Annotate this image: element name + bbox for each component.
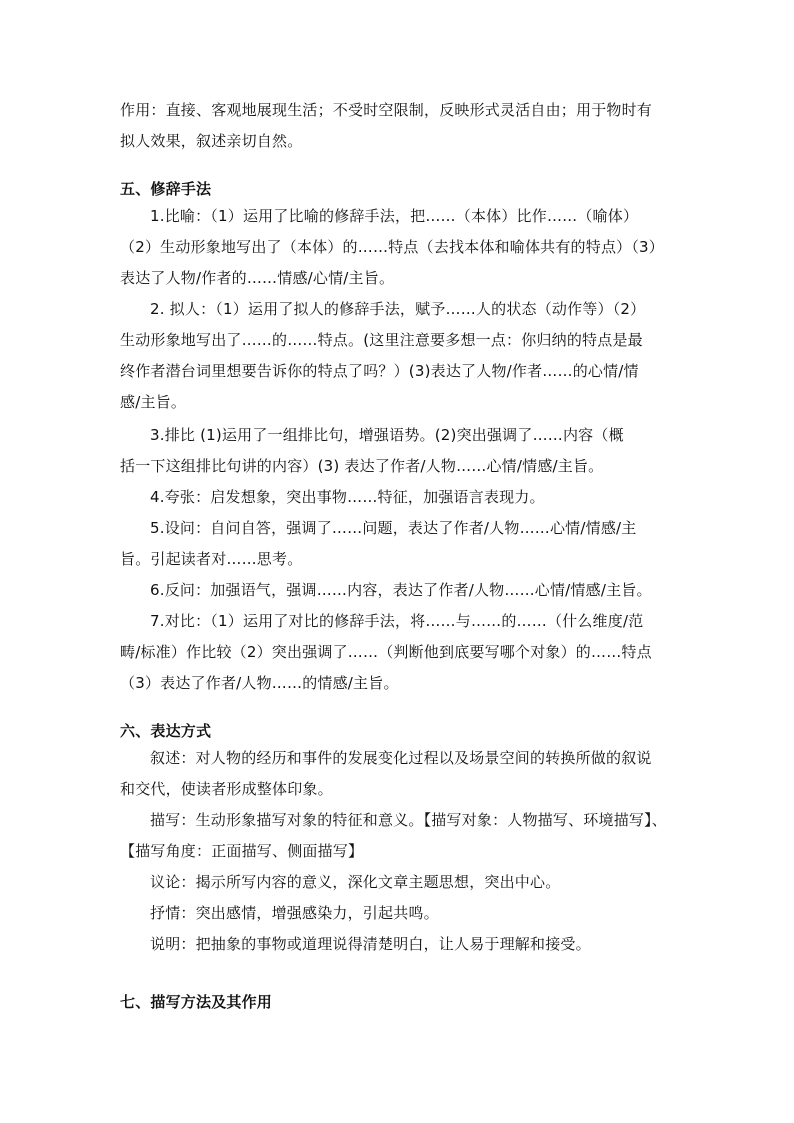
rhetoric-item-contrast-line-2: 畴/标准）作比较（2）突出强调了……（判断他到底要写哪个对象）的……特点 bbox=[120, 643, 652, 661]
rhetoric-item-parallelism-line-1: 3.排比 (1)运用了一组排比句，增强语势。(2)突出强调了……内容（概 bbox=[150, 426, 624, 444]
rhetoric-item-contrast-line-3: （3）表达了作者/人物……的情感/主旨。 bbox=[120, 674, 399, 692]
rhetoric-item-hyperbole-line-1: 4.夸张：启发想象，突出事物……特征，加强语言表现力。 bbox=[150, 488, 545, 506]
rhetoric-item-personification-line-3: 终作者潜台词里想要告诉你的特点了吗？）(3)表达了人物/作者……的心情/情 bbox=[120, 362, 639, 380]
section-7-heading: 七、描写方法及其作用 bbox=[120, 993, 273, 1011]
rhetoric-item-personification-line-4: 感/主旨。 bbox=[120, 393, 187, 411]
rhetoric-item-personification-line-2: 生动形象地写出了……的……特点。(这里注意要多想一点：你归纳的特点是最 bbox=[120, 331, 643, 349]
expression-item-narration-line-2: 和交代，使读者形成整体印象。 bbox=[120, 780, 333, 798]
rhetoric-item-parallelism-line-2: 括一下这组排比句讲的内容）(3) 表达了作者/人物……心情/情感/主旨。 bbox=[120, 457, 604, 475]
section-6-heading: 六、表达方式 bbox=[120, 722, 212, 740]
expression-item-exposition-line-1: 说明：把抽象的事物或道理说得清楚明白，让人易于理解和接受。 bbox=[150, 935, 591, 953]
expression-item-argument-line-1: 议论：揭示所写内容的意义，深化文章主题思想，突出中心。 bbox=[150, 873, 561, 891]
expression-item-description-line-2: 【描写角度：正面描写、侧面描写】 bbox=[120, 842, 364, 860]
rhetoric-item-metaphor-line-1: 1.比喻：（1）运用了比喻的修辞手法，把……（本体）比作……（喻体） bbox=[150, 207, 639, 225]
rhetoric-item-rhetorical-qa-line-1: 5.设问：自问自答，强调了……问题，表达了作者/人物……心情/情感/主 bbox=[150, 519, 637, 537]
expression-item-lyric-line-1: 抒情：突出感情，增强感染力，引起共鸣。 bbox=[150, 904, 439, 922]
rhetoric-item-personification-line-1: 2. 拟人：（1）运用了拟人的修辞手法，赋予……人的状态（动作等）（2） bbox=[150, 300, 646, 318]
intro-line-2: 拟人效果，叙述亲切自然。 bbox=[120, 132, 303, 150]
rhetoric-item-metaphor-line-2: （2）生动形象地写出了（本体）的……特点（去找本体和喻体共有的特点）（3） bbox=[120, 238, 664, 256]
rhetoric-item-contrast-line-1: 7.对比：（1）运用了对比的修辞手法，将……与……的……（什么维度/范 bbox=[150, 612, 644, 630]
rhetoric-item-metaphor-line-3: 表达了人物/作者的……情感/心情/主旨。 bbox=[120, 269, 395, 287]
rhetoric-item-rhetorical-question-line-1: 6.反问：加强语气，强调……内容，表达了作者/人物……心情/情感/主旨。 bbox=[150, 581, 652, 599]
expression-item-narration-line-1: 叙述：对人物的经历和事件的发展变化过程以及场景空间的转换所做的叙说 bbox=[150, 749, 652, 767]
expression-item-description-line-1: 描写：生动形象描写对象的特征和意义。【描写对象：人物描写、环境描写】、 bbox=[150, 811, 668, 829]
rhetoric-item-rhetorical-qa-line-2: 旨。引起读者对……思考。 bbox=[120, 550, 303, 568]
intro-line-1: 作用：直接、客观地展现生活；不受时空限制，反映形式灵活自由；用于物时有 bbox=[120, 101, 653, 119]
section-5-heading: 五、修辞手法 bbox=[120, 180, 212, 198]
